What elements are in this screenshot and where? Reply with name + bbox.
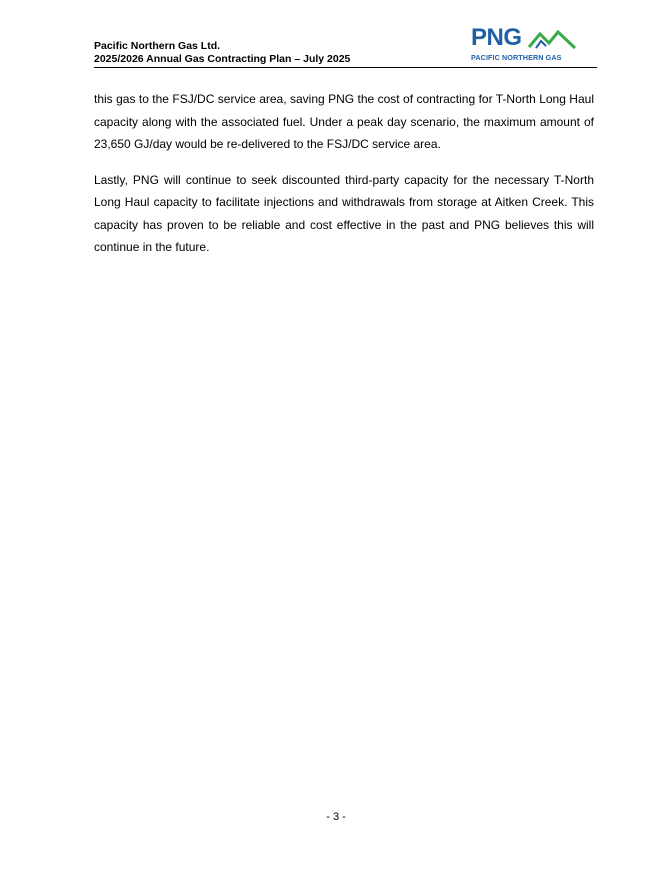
- logo-wordmark: PNG: [471, 24, 522, 51]
- page-header: [94, 26, 597, 68]
- document-title: 2025/2026 Annual Gas Contracting Plan – July 2025: [94, 53, 351, 65]
- company-name: Pacific Northern Gas Ltd.: [94, 40, 221, 52]
- mountain-logo-icon: [528, 29, 577, 49]
- header-text: [94, 40, 350, 66]
- paragraph: Lastly, PNG will continue to seek discounted third-party capacity for the necessary T-North Long Haul capacity to facilitate injections and withdrawals from storage at Aitken Creek. This capacity has proven to be reliable and cost effective in the past and PNG believes this will continue in the future.: [94, 172, 594, 254]
- logo-subtitle: PACIFIC NORTHERN GAS: [471, 53, 562, 62]
- page-number: - 3 -: [326, 811, 346, 823]
- body-text: [94, 88, 594, 272]
- paragraph: this gas to the FSJ/DC service area, saving PNG the cost of contracting for T-North Long Haul capacity along with the associated fuel. Under a peak day scenario, the maximum amount of 23,650 GJ/day would be re-delivered to the FSJ/DC service area.: [94, 92, 594, 151]
- png-logo: [471, 26, 577, 64]
